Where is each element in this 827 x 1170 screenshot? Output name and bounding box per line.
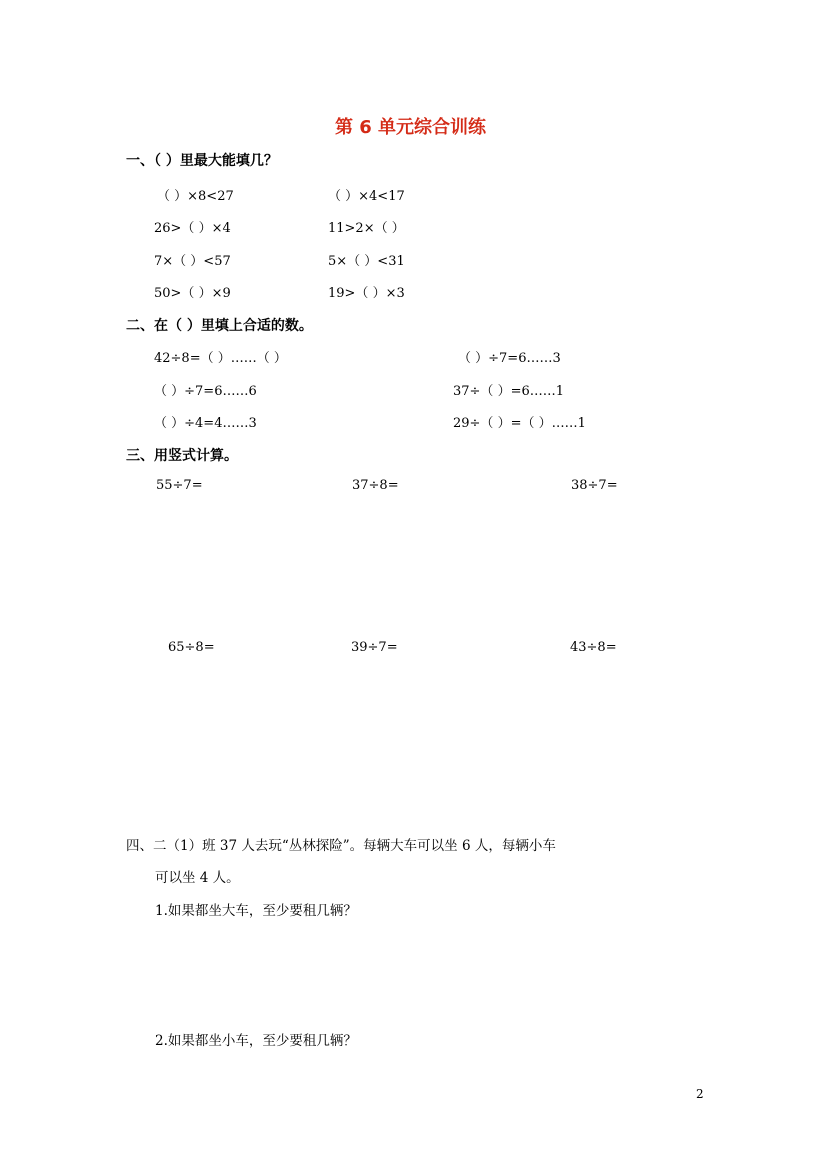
s2-item-5: （ ）÷4=4……3 [154,416,257,431]
section-4-text-line-2: 可以坐 4 人。 [155,870,240,886]
s3-item-3: 38÷7= [571,478,618,493]
page-title: 第 6 单元综合训练 [335,117,487,138]
section-4-question-1: 1.如果都坐大车，至少要租几辆？ [155,903,357,919]
s1-item-1: （ ）×8<27 [157,189,234,204]
s2-item-1: 42÷8=（ ）……（ ） [154,351,287,366]
s2-item-3: （ ）÷7=6……6 [154,384,257,399]
s1-item-8: 19>（ ）×3 [328,286,405,301]
section-4-question-2: 2.如果都坐小车，至少要租几辆？ [155,1033,357,1049]
s3-item-4: 65÷8= [168,640,215,655]
s1-item-6: 5×（ ）<31 [328,254,405,269]
s1-item-3: 26>（ ）×4 [154,221,231,236]
section-4-text-line-1: 四、二（1）班 37 人去玩“丛林探险”。每辆大车可以坐 6 人，每辆小车 [126,838,556,854]
page-number: 2 [696,1087,704,1101]
s2-item-6: 29÷（ ）=（ ）……1 [453,416,586,431]
s1-item-4: 11>2×（ ） [328,221,405,236]
section-1-heading: 一、（ ）里最大能填几？ [126,153,278,169]
section-2-heading: 二、在（ ）里填上合适的数。 [126,318,313,334]
s3-item-2: 37÷8= [352,478,399,493]
s3-item-1: 55÷7= [156,478,203,493]
s3-item-6: 43÷8= [570,640,617,655]
s2-item-4: 37÷（ ）=6……1 [453,384,565,399]
s1-item-2: （ ）×4<17 [328,189,405,204]
s1-item-5: 7×（ ）<57 [154,254,231,269]
section-3-heading: 三、用竖式计算。 [126,448,238,464]
s1-item-7: 50>（ ）×9 [154,286,231,301]
s3-item-5: 39÷7= [351,640,398,655]
s2-item-2: （ ）÷7=6……3 [458,351,561,366]
